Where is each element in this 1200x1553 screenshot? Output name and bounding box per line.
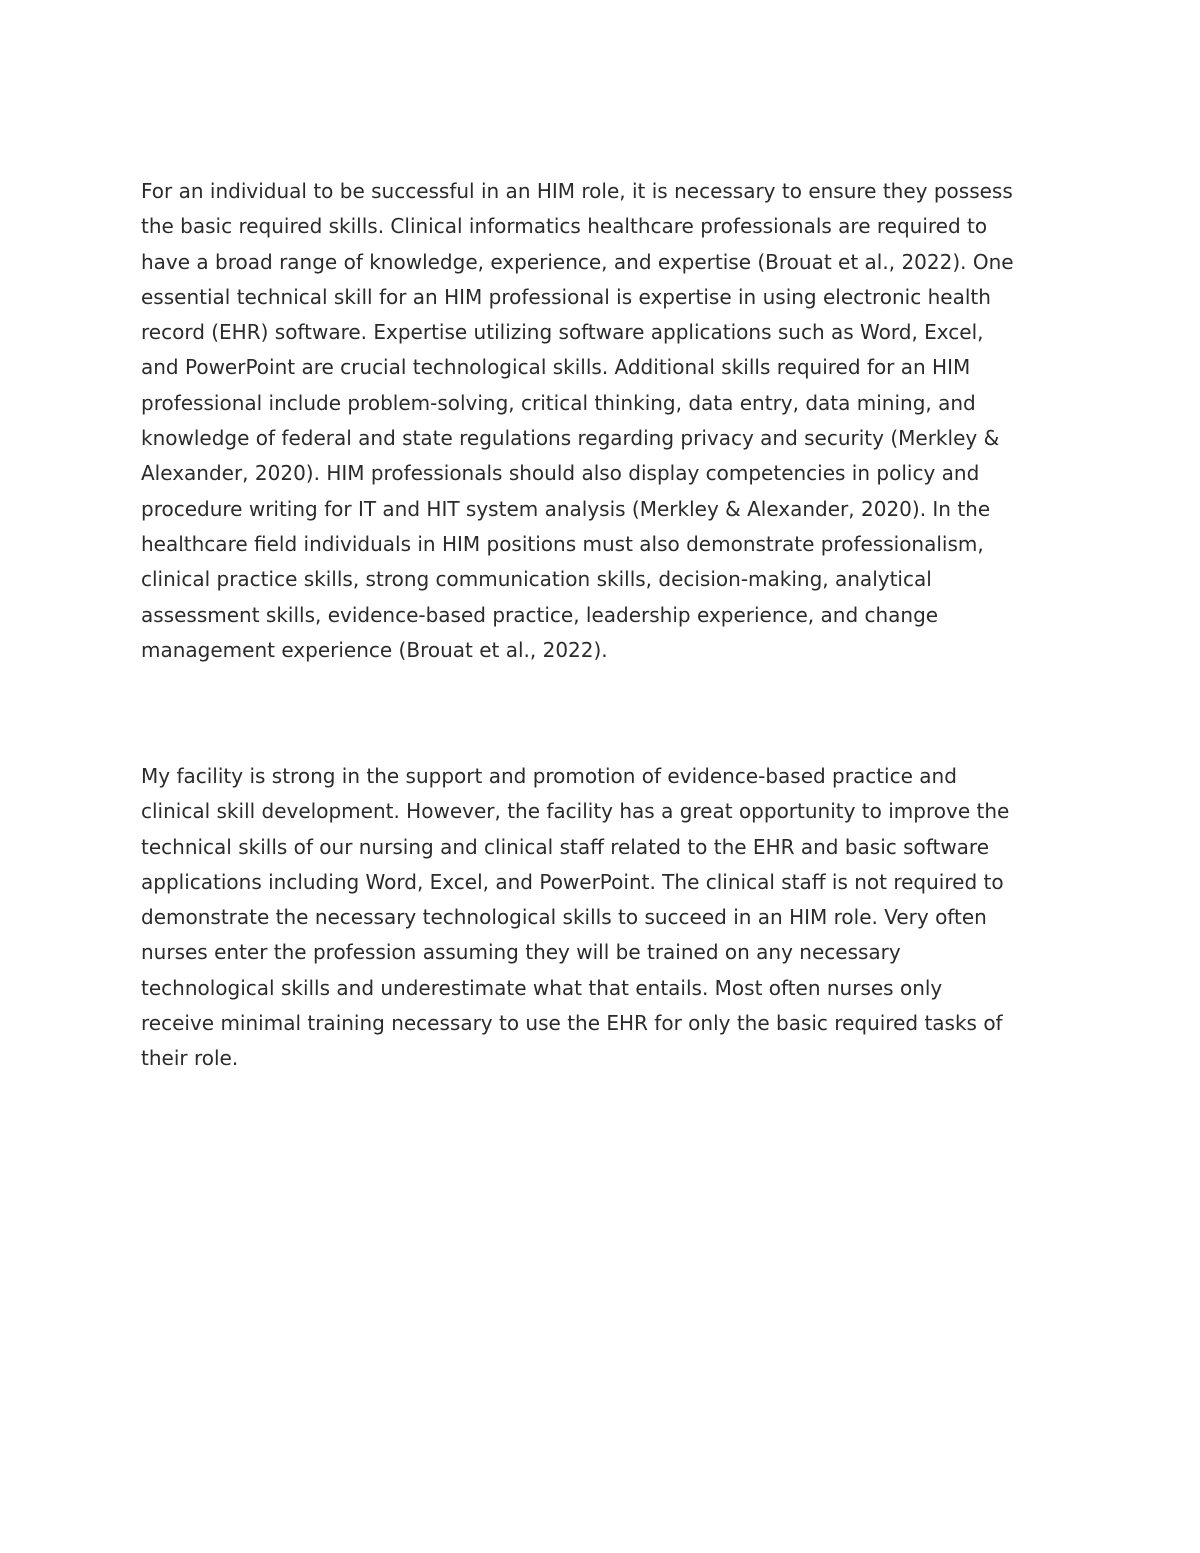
text-line: and PowerPoint are crucial technological skills. Additional skills required for an HIM: [141, 355, 971, 380]
text-line: applications including Word, Excel, and PowerPoint. The clinical staff is not required to: [141, 869, 1004, 894]
text-line: their role.: [141, 1046, 239, 1071]
text-line: have a broad range of knowledge, experience, and expertise (Brouat et al., 2022). One: [141, 249, 1014, 274]
text-line: knowledge of federal and state regulations regarding privacy and security (Merkley &: [141, 426, 1000, 451]
text-line: Alexander, 2020). HIM professionals should also display competencies in policy and: [141, 461, 980, 486]
text-line: nurses enter the profession assuming they will be trained on any necessary: [141, 940, 901, 965]
text-line: the basic required skills. Clinical informatics healthcare professionals are required to: [141, 214, 988, 239]
paragraph-him-skills: [141, 174, 1071, 668]
text-line: management experience (Brouat et al., 2022).: [141, 637, 608, 662]
paragraph-facility-assessment: [141, 759, 1071, 1077]
text-line: professional include problem-solving, critical thinking, data entry, data mining, and: [141, 390, 976, 415]
text-line: My facility is strong in the support and promotion of evidence-based practice and: [141, 764, 957, 788]
text-line: clinical skill development. However, the facility has a great opportunity to improve the: [141, 799, 1010, 824]
text-line: technical skills of our nursing and clinical staff related to the EHR and basic software: [141, 834, 990, 859]
text-line: essential technical skill for an HIM professional is expertise in using electronic health: [141, 284, 991, 309]
text-line: assessment skills, evidence-based practice, leadership experience, and change: [141, 602, 939, 627]
text-line: record (EHR) software. Expertise utilizing software applications such as Word, Excel,: [141, 320, 984, 345]
text-line: technological skills and underestimate what that entails. Most often nurses only: [141, 975, 943, 1000]
text-line: demonstrate the necessary technological skills to succeed in an HIM role. Very often: [141, 905, 987, 930]
text-line: clinical practice skills, strong communication skills, decision-making, analytical: [141, 567, 932, 592]
text-line: receive minimal training necessary to use the EHR for only the basic required tasks of: [141, 1011, 1003, 1036]
text-line: procedure writing for IT and HIT system analysis (Merkley & Alexander, 2020). In the: [141, 496, 991, 521]
text-line: healthcare field individuals in HIM positions must also demonstrate professionalism,: [141, 531, 984, 556]
text-line: For an individual to be successful in an HIM role, it is necessary to ensure they possess: [141, 179, 1013, 203]
